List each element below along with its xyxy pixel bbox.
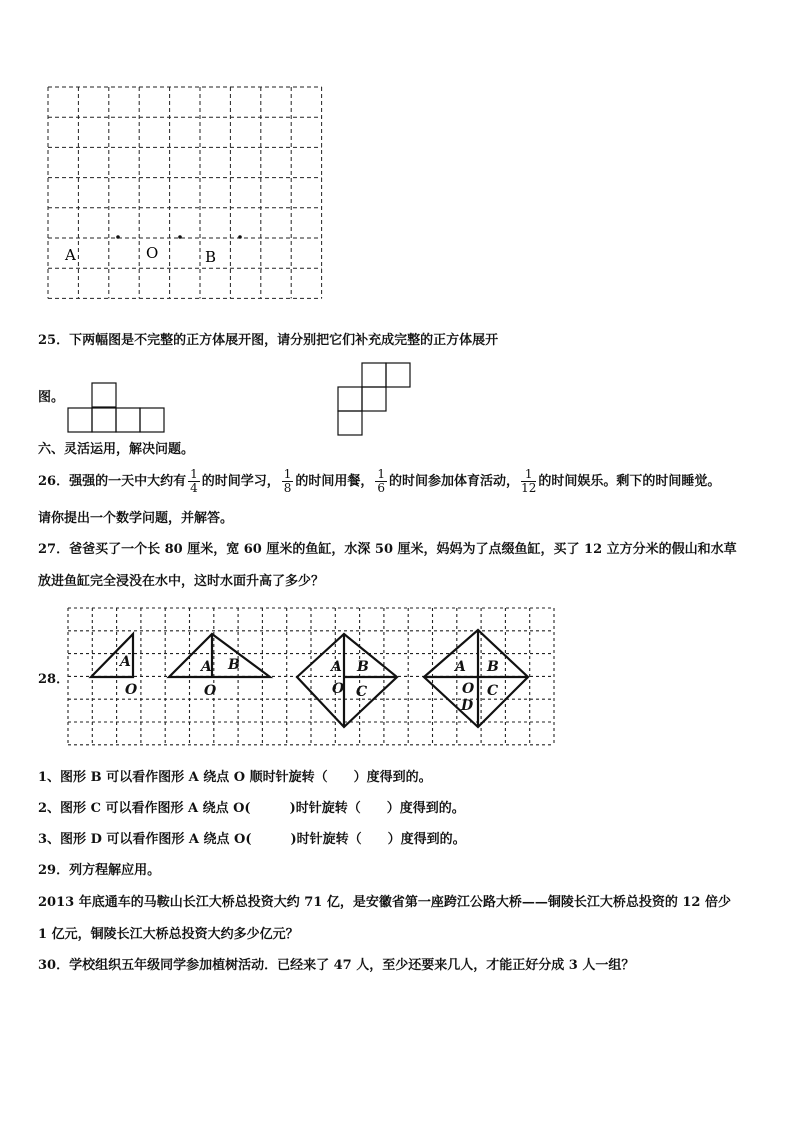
fraction-2: $\frac{1}{8}$ — [283, 466, 292, 495]
q28-sub2: 2、图形 C 可以看作图形 A 绕点 O( )时针旋转（ ）度得到的。 — [38, 801, 465, 816]
shape3-label-b: B — [357, 659, 369, 675]
dotted-grid-figure — [40, 80, 340, 310]
q26-prefix: 26．强强的一天中大约有 — [38, 473, 187, 489]
shape3-label-a: A — [331, 659, 342, 675]
q30-line1: 30．学校组织五年级同学参加植树活动．已经来了 47 人，至少还要来几人，才能正好分成 3 人一组？ — [38, 958, 635, 973]
shape4-label-o: O — [462, 681, 475, 697]
q26-text1: 的时间学习， — [201, 473, 280, 489]
cube-net-left — [66, 382, 168, 434]
q29-line1: 29．列方程解应用。 — [38, 863, 161, 878]
q27-line2: 放进鱼缸完全浸没在水中，这时水面升高了多少？ — [38, 574, 325, 589]
q28-number: 28． — [38, 672, 70, 687]
shape4-label-a: A — [455, 659, 466, 675]
shape2-label-a: A — [201, 659, 212, 675]
shape4-label-d: D — [461, 698, 474, 714]
point-b-dot — [238, 235, 242, 239]
shape2-label-b: B — [228, 657, 240, 673]
q28-sub3: 3、图形 D 可以看作图形 A 绕点 O( )时针旋转（ ）度得到的。 — [38, 832, 466, 847]
q26-text4: 的时间娱乐。剩下的时间睡觉。 — [538, 473, 721, 489]
shape4-label-c: C — [487, 683, 499, 699]
fraction-3: $\frac{1}{6}$ — [377, 466, 386, 495]
shape4-label-b: B — [487, 659, 499, 675]
section-heading: 六、灵活运用，解决问题。 — [38, 442, 195, 457]
point-a-label: A — [65, 246, 76, 264]
shape3-label-o: O — [332, 681, 345, 697]
triangle-trio-shape3 — [297, 634, 397, 727]
q25-line1: 25．下两幅图是不完整的正方体展开图，请分别把它们补充成完整的正方体展开 — [38, 333, 499, 348]
q26-text2: 的时间用餐， — [295, 473, 374, 489]
point-b-label: B — [205, 248, 217, 266]
shape3-label-c: C — [356, 684, 368, 700]
q29-line2: 2013 年底通车的马鞍山长江大桥总投资大约 71 亿，是安徽省第一座跨江公路大桥——铜陵长江大桥总投资的 12 倍少 — [38, 895, 731, 910]
q28-sub1: 1、图形 B 可以看作图形 A 绕点 O 顺时针旋转（ ）度得到的。 — [38, 770, 432, 785]
q26-text3: 的时间参加体育活动， — [389, 473, 520, 489]
fraction-4: $\frac{1}{12}$ — [521, 466, 537, 495]
q26-line1 — [38, 466, 720, 496]
point-a-dot — [116, 235, 120, 239]
point-o-label: O — [146, 244, 159, 262]
q29-line3: 1 亿元，铜陵长江大桥总投资大约多少亿元？ — [38, 927, 299, 942]
square-four-triangles-shape4 — [424, 630, 528, 727]
shape1-label-a: A — [120, 654, 131, 670]
shape2-label-o: O — [204, 683, 217, 699]
point-o-dot — [178, 235, 182, 239]
cube-net-right — [336, 361, 412, 439]
q26-line2: 请你提出一个数学问题，并解答。 — [38, 511, 234, 526]
shape1-label-o: O — [125, 682, 138, 698]
fraction-1: $\frac{1}{4}$ — [190, 466, 198, 495]
dashed-grid-lines — [48, 87, 322, 298]
rotation-grid-figure — [62, 602, 562, 752]
q25-line2: 图。 — [38, 390, 65, 405]
q27-line1: 27．爸爸买了一个长 80 厘米，宽 60 厘米的鱼缸，水深 50 厘米，妈妈为了点缀鱼缸，买了 12 立方分米的假山和水草 — [38, 542, 737, 557]
triangle-pair-shape2 — [169, 634, 270, 677]
